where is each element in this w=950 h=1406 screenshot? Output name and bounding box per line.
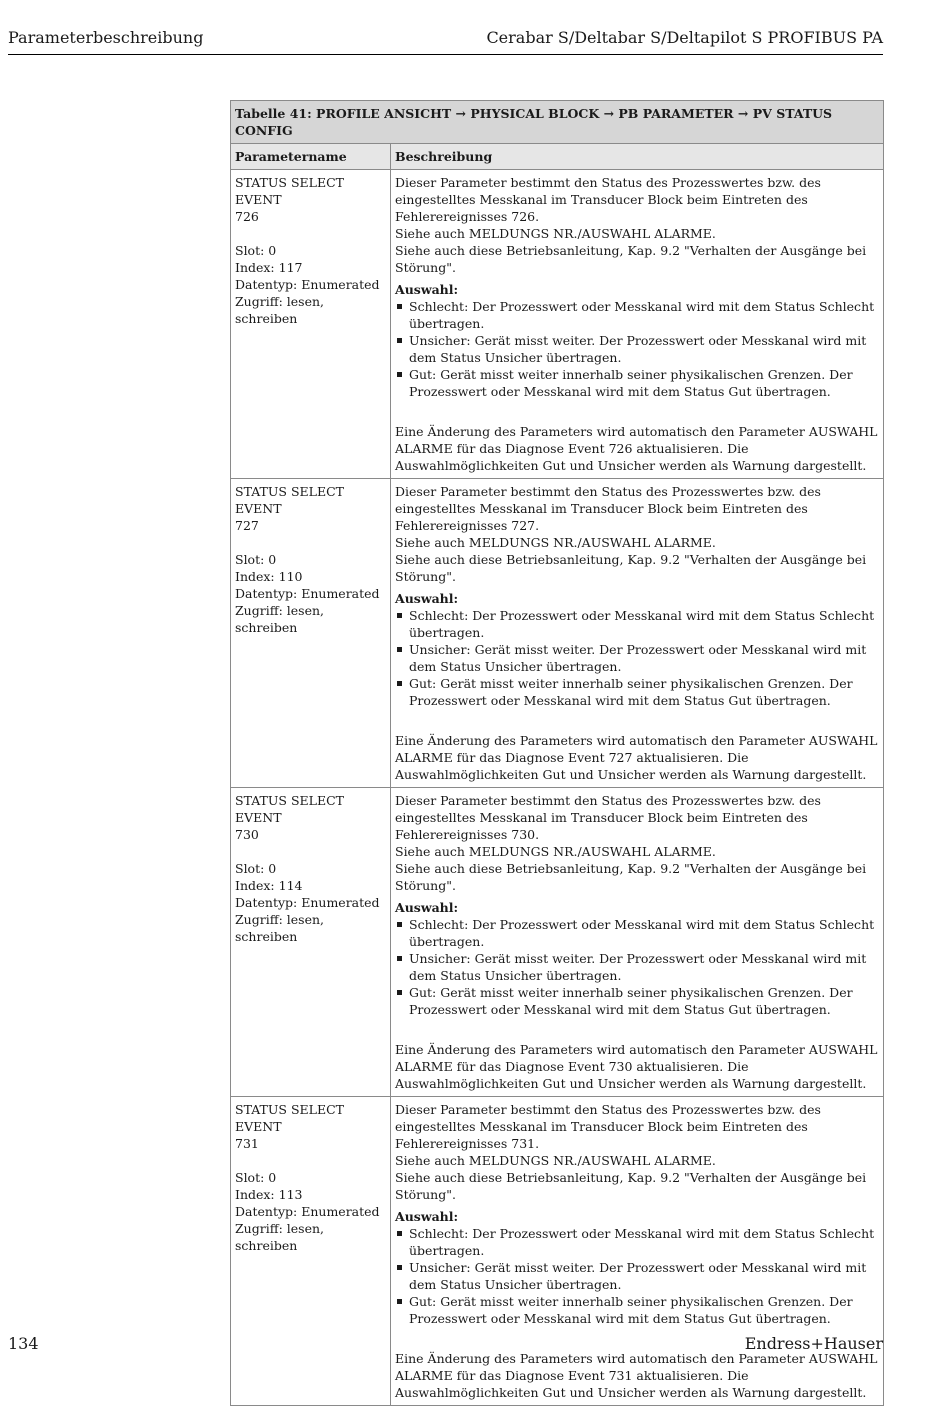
option-good: Gut: Gerät misst weiter innerhalb seiner physikalischen Grenzen. Der Prozesswert oder Messkanal wird mit dem Status Gut übertragen. xyxy=(395,675,879,709)
parameter-index: Index: 113 xyxy=(235,1187,303,1202)
selection-label: Auswahl: xyxy=(395,1209,459,1224)
parameter-slot: Slot: 0 xyxy=(235,861,277,876)
selection-label: Auswahl: xyxy=(395,282,459,297)
parameter-name: STATUS SELECT EVENT xyxy=(235,175,344,207)
parameter-index: Index: 110 xyxy=(235,569,303,584)
option-good: Gut: Gerät misst weiter innerhalb seiner physikalischen Grenzen. Der Prozesswert oder Messkanal wird mit dem Status Gut übertragen. xyxy=(395,366,879,400)
parameter-name: STATUS SELECT EVENT xyxy=(235,484,344,516)
see-also-alarm: Siehe auch MELDUNGS NR./AUSWAHL ALARME. xyxy=(395,844,716,859)
page-header xyxy=(8,28,883,55)
parameter-description-cell xyxy=(391,479,884,788)
selection-label: Auswahl: xyxy=(395,900,459,915)
parameter-datatype: Datentyp: Enumerated xyxy=(235,895,380,910)
parameter-event-number: 726 xyxy=(235,209,259,224)
parameter-slot: Slot: 0 xyxy=(235,1170,277,1185)
selection-list xyxy=(395,1225,879,1327)
selection-list xyxy=(395,298,879,400)
parameter-slot: Slot: 0 xyxy=(235,552,277,567)
column-header-description: Beschreibung xyxy=(391,144,884,170)
see-also-manual: Siehe auch diese Betriebsanleitung, Kap. 9.2 "Verhalten der Ausgänge bei Störung". xyxy=(395,861,867,893)
parameter-name: STATUS SELECT EVENT xyxy=(235,793,344,825)
parameter-name-cell xyxy=(231,479,391,788)
section-title: Parameterbeschreibung xyxy=(8,28,204,47)
parameter-table xyxy=(230,100,884,1406)
parameter-description-cell xyxy=(391,1097,884,1406)
see-also-manual: Siehe auch diese Betriebsanleitung, Kap. 9.2 "Verhalten der Ausgänge bei Störung". xyxy=(395,1170,867,1202)
selection-list xyxy=(395,607,879,709)
table-caption: Tabelle 41: PROFILE ANSICHT → PHYSICAL BLOCK → PB PARAMETER → PV STATUS CONFIG xyxy=(231,101,884,144)
parameter-event-number: 730 xyxy=(235,827,259,842)
parameter-name-cell xyxy=(231,170,391,479)
option-uncertain: Unsicher: Gerät misst weiter. Der Prozesswert oder Messkanal wird mit dem Status Unsicher übertragen. xyxy=(395,332,879,366)
option-bad: Schlecht: Der Prozesswert oder Messkanal wird mit dem Status Schlecht übertragen. xyxy=(395,607,879,641)
description-text: Dieser Parameter bestimmt den Status des Prozesswertes bzw. des eingestelltes Messkanal im Transducer Block beim Eintreten des Fehlerereignisses 727. xyxy=(395,484,821,533)
parameter-access: Zugriff: lesen, schreiben xyxy=(235,1221,325,1253)
selection-label: Auswahl: xyxy=(395,591,459,606)
table-row xyxy=(231,788,884,1097)
table-row xyxy=(231,170,884,479)
parameter-access: Zugriff: lesen, schreiben xyxy=(235,294,325,326)
parameter-event-number: 731 xyxy=(235,1136,259,1151)
option-bad: Schlecht: Der Prozesswert oder Messkanal wird mit dem Status Schlecht übertragen. xyxy=(395,916,879,950)
parameter-slot: Slot: 0 xyxy=(235,243,277,258)
parameter-description-cell xyxy=(391,788,884,1097)
description-text: Dieser Parameter bestimmt den Status des Prozesswertes bzw. des eingestelltes Messkanal im Transducer Block beim Eintreten des Fehlerereignisses 731. xyxy=(395,1102,821,1151)
brand-name: Endress+Hauser xyxy=(744,1334,883,1353)
option-uncertain: Unsicher: Gerät misst weiter. Der Prozesswert oder Messkanal wird mit dem Status Unsicher übertragen. xyxy=(395,641,879,675)
parameter-datatype: Datentyp: Enumerated xyxy=(235,586,380,601)
see-also-alarm: Siehe auch MELDUNGS NR./AUSWAHL ALARME. xyxy=(395,1153,716,1168)
see-also-manual: Siehe auch diese Betriebsanleitung, Kap. 9.2 "Verhalten der Ausgänge bei Störung". xyxy=(395,552,867,584)
see-also-alarm: Siehe auch MELDUNGS NR./AUSWAHL ALARME. xyxy=(395,535,716,550)
option-uncertain: Unsicher: Gerät misst weiter. Der Prozesswert oder Messkanal wird mit dem Status Unsicher übertragen. xyxy=(395,1259,879,1293)
selection-list xyxy=(395,916,879,1018)
parameter-index: Index: 117 xyxy=(235,260,303,275)
parameter-datatype: Datentyp: Enumerated xyxy=(235,277,380,292)
description-text: Dieser Parameter bestimmt den Status des Prozesswertes bzw. des eingestelltes Messkanal im Transducer Block beim Eintreten des Fehlerereignisses 726. xyxy=(395,175,821,224)
option-good: Gut: Gerät misst weiter innerhalb seiner physikalischen Grenzen. Der Prozesswert oder Messkanal wird mit dem Status Gut übertragen. xyxy=(395,984,879,1018)
option-uncertain: Unsicher: Gerät misst weiter. Der Prozesswert oder Messkanal wird mit dem Status Unsicher übertragen. xyxy=(395,950,879,984)
change-note: Eine Änderung des Parameters wird automatisch den Parameter AUSWAHL ALARME für das Diagnose Event 727 aktualisieren. Die Auswahlmöglichkeiten Gut und Unsicher werden als Warnung dargestellt. xyxy=(395,733,878,782)
page-number: 134 xyxy=(8,1334,39,1353)
column-header-name: Parametername xyxy=(231,144,391,170)
parameter-description-cell xyxy=(391,170,884,479)
change-note: Eine Änderung des Parameters wird automatisch den Parameter AUSWAHL ALARME für das Diagnose Event 726 aktualisieren. Die Auswahlmöglichkeiten Gut und Unsicher werden als Warnung dargestellt. xyxy=(395,424,878,473)
parameter-index: Index: 114 xyxy=(235,878,303,893)
description-text: Dieser Parameter bestimmt den Status des Prozesswertes bzw. des eingestelltes Messkanal im Transducer Block beim Eintreten des Fehlerereignisses 730. xyxy=(395,793,821,842)
parameter-access: Zugriff: lesen, schreiben xyxy=(235,912,325,944)
parameter-name-cell xyxy=(231,788,391,1097)
see-also-manual: Siehe auch diese Betriebsanleitung, Kap. 9.2 "Verhalten der Ausgänge bei Störung". xyxy=(395,243,867,275)
parameter-name-cell xyxy=(231,1097,391,1406)
table-row xyxy=(231,479,884,788)
parameter-name: STATUS SELECT EVENT xyxy=(235,1102,344,1134)
parameter-access: Zugriff: lesen, schreiben xyxy=(235,603,325,635)
parameter-datatype: Datentyp: Enumerated xyxy=(235,1204,380,1219)
document-title: Cerabar S/Deltabar S/Deltapilot S PROFIBUS PA xyxy=(486,28,883,47)
see-also-alarm: Siehe auch MELDUNGS NR./AUSWAHL ALARME. xyxy=(395,226,716,241)
option-bad: Schlecht: Der Prozesswert oder Messkanal wird mit dem Status Schlecht übertragen. xyxy=(395,1225,879,1259)
option-good: Gut: Gerät misst weiter innerhalb seiner physikalischen Grenzen. Der Prozesswert oder Messkanal wird mit dem Status Gut übertragen. xyxy=(395,1293,879,1327)
page-footer xyxy=(8,1334,883,1353)
table-row xyxy=(231,1097,884,1406)
change-note: Eine Änderung des Parameters wird automatisch den Parameter AUSWAHL ALARME für das Diagnose Event 731 aktualisieren. Die Auswahlmöglichkeiten Gut und Unsicher werden als Warnung dargestellt. xyxy=(395,1351,878,1400)
option-bad: Schlecht: Der Prozesswert oder Messkanal wird mit dem Status Schlecht übertragen. xyxy=(395,298,879,332)
parameter-event-number: 727 xyxy=(235,518,259,533)
change-note: Eine Änderung des Parameters wird automatisch den Parameter AUSWAHL ALARME für das Diagnose Event 730 aktualisieren. Die Auswahlmöglichkeiten Gut und Unsicher werden als Warnung dargestellt. xyxy=(395,1042,878,1091)
